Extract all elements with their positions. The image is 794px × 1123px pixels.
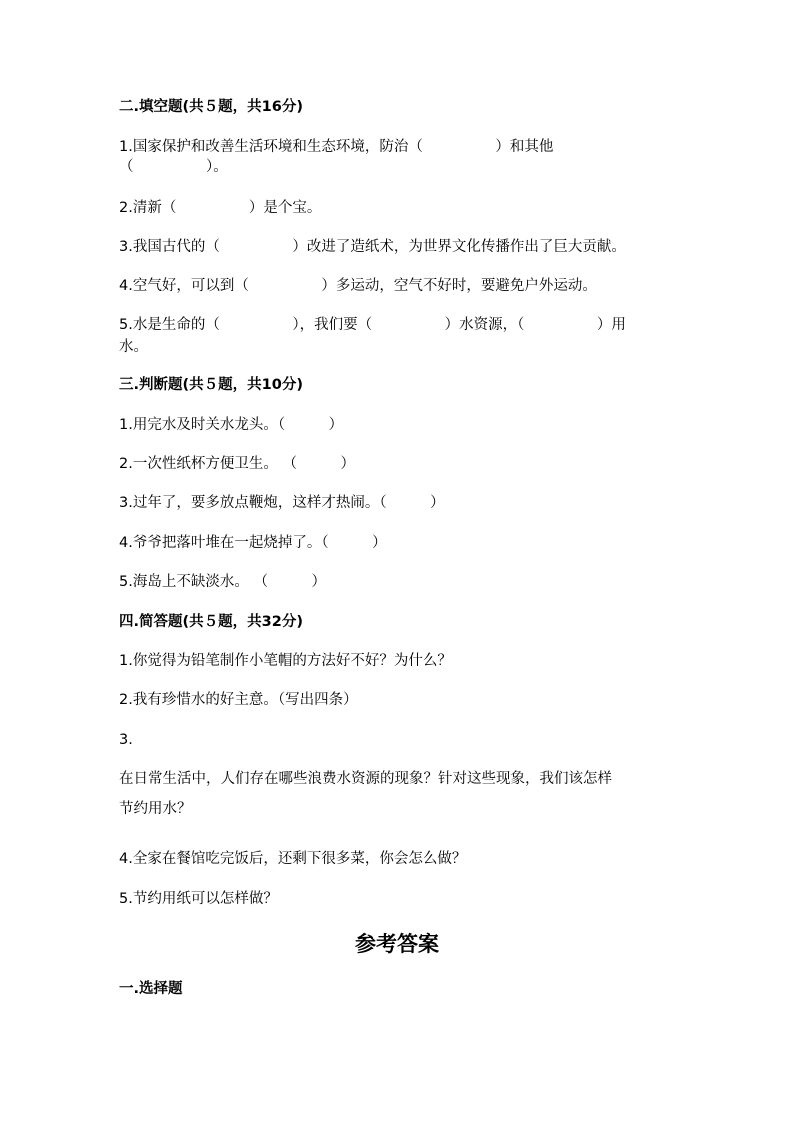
short-question-2: 2.我有珍惜水的好主意。（写出四条） xyxy=(119,692,358,708)
judge-question-4: 4.爷爷把落叶堆在一起烧掉了。（ ） xyxy=(119,535,387,551)
fill-question-4: 4.空气好，可以到（ ）多运动，空气不好时，要避免户外运动。 xyxy=(119,278,597,294)
fill-question-5-line-1: 5.水是生命的（ ），我们要（ ）水资源，（ ）用 xyxy=(119,317,626,333)
short-question-5: 5.节约用纸可以怎样做？ xyxy=(119,891,278,907)
short-question-4: 4.全家在餐馆吃完饭后，还剩下很多菜，你会怎么做？ xyxy=(119,851,467,867)
fill-question-1-line-1: 1.国家保护和改善生活环境和生态环境，防治（ ）和其他 xyxy=(119,139,554,155)
section-heading-short: 四.简答题(共５题，共32分) xyxy=(119,614,303,630)
answer-key-title: 参考答案 xyxy=(355,932,439,956)
fill-question-3: 3.我国古代的（ ）改进了造纸术，为世界文化传播作出了巨大贡献。 xyxy=(119,239,626,255)
fill-question-2: 2.清新（ ）是个宝。 xyxy=(119,200,322,216)
fill-question-1-line-2: （ ）。 xyxy=(119,159,228,175)
judge-question-2: 2.一次性纸杯方便卫生。 （ ） xyxy=(119,456,355,472)
judge-question-5: 5.海岛上不缺淡水。 （ ） xyxy=(119,574,326,590)
short-question-3-line-2: 节约用水？ xyxy=(119,801,192,817)
section-heading-fill: 二.填空题(共５题，共16分) xyxy=(119,99,303,115)
short-question-3-line-1: 在日常生活中，人们存在哪些浪费水资源的现象？针对这些现象，我们该怎样 xyxy=(119,771,612,787)
short-question-1: 1.你觉得为铅笔制作小笔帽的方法好不好？为什么？ xyxy=(119,653,452,669)
section-heading-judge: 三.判断题(共５题，共10分) xyxy=(119,377,303,393)
fill-question-5-line-2: 水。 xyxy=(119,339,148,355)
judge-question-3: 3.过年了，要多放点鞭炮，这样才热闹。（ ） xyxy=(119,495,445,511)
short-question-3-number: 3. xyxy=(119,732,133,748)
judge-question-1: 1.用完水及时关水龙头。（ ） xyxy=(119,417,344,433)
answer-section-heading-choice: 一.选择题 xyxy=(119,981,183,997)
